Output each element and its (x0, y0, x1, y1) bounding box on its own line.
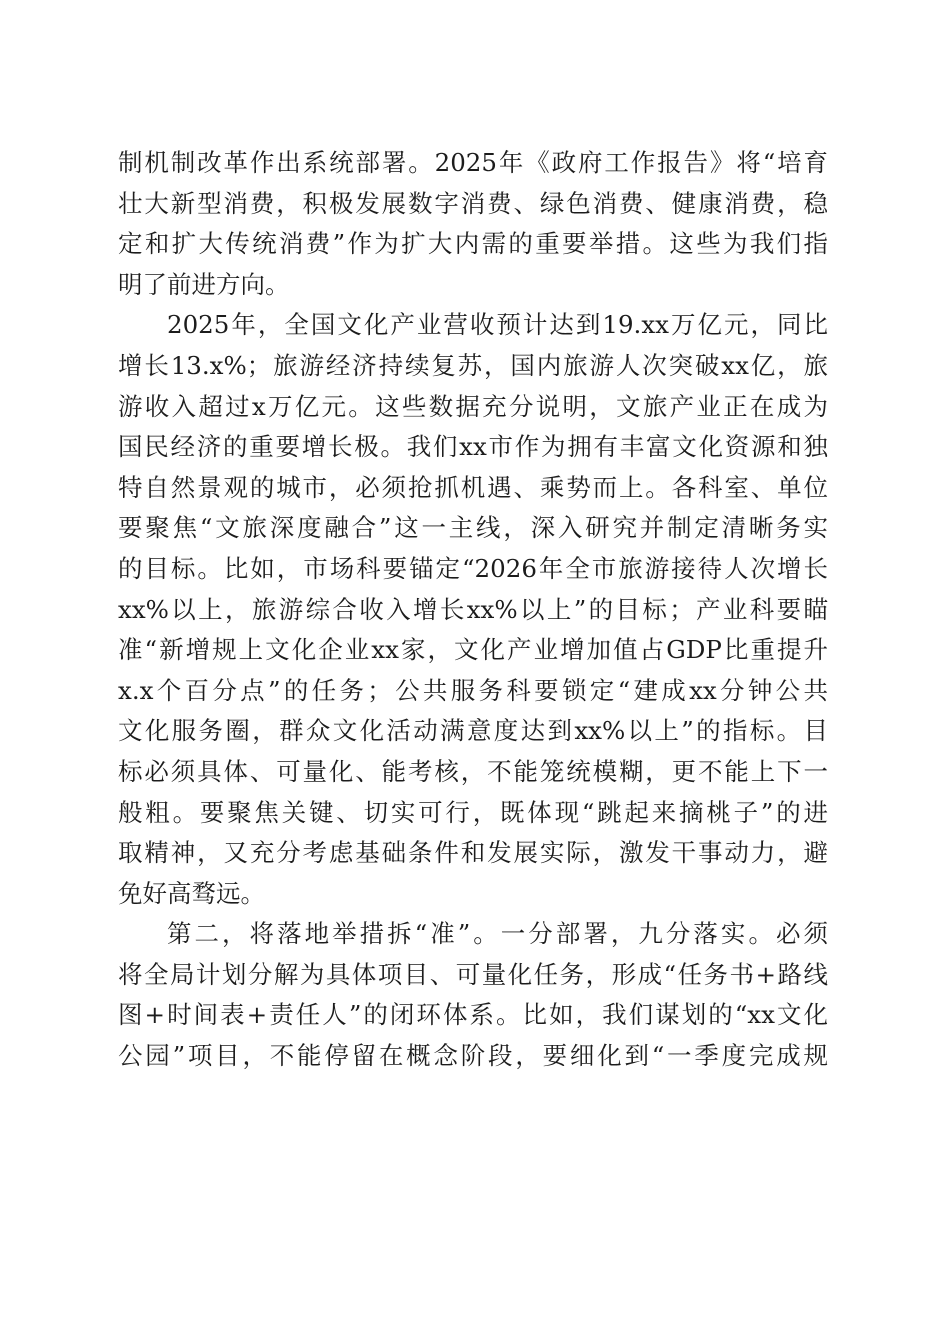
text-line: 壮大新型消费，积极发展数字消费、绿色消费、健康消费，稳 (118, 188, 828, 218)
text-line: 增长13.x%；旅游经济持续复苏，国内旅游人次突破xx亿，旅 (118, 350, 828, 380)
text-line: 游收入超过x万亿元。这些数据充分说明，文旅产业正在成为 (118, 391, 828, 421)
text-line: 图+时间表+责任人”的闭环体系。比如，我们谋划的“xx文化 (118, 1000, 828, 1030)
text-line: x.x个百分点”的任务；公共服务科要锁定“建成xx分钟公共 (118, 675, 828, 705)
text-line: 制机制改革作出系统部署。2025年《政府工作报告》将“培育 (118, 148, 828, 177)
body-text (118, 143, 828, 1077)
text-line: xx%以上，旅游综合收入增长xx%以上”的目标；产业科要瞄 (118, 594, 828, 624)
text-line: 特自然景观的城市，必须抢抓机遇、乘势而上。各科室、单位 (118, 472, 828, 502)
text-line: 标必须具体、可量化、能考核，不能笼统模糊，更不能上下一 (118, 756, 828, 786)
text-line: 国民经济的重要增长极。我们xx市作为拥有丰富文化资源和独 (118, 432, 828, 462)
text-line: 般粗。要聚焦关键、切实可行，既体现“跳起来摘桃子”的进 (118, 797, 828, 827)
section-heading-line: 第二，将落地举措拆“准”。一分部署，九分落实。必须 (167, 919, 828, 949)
text-line: 要聚焦“文旅深度融合”这一主线，深入研究并制定清晰务实 (118, 513, 828, 543)
text-line: 准“新增规上文化企业xx家，文化产业增加值占GDP比重提升 (118, 635, 828, 665)
text-line: 公园”项目，不能停留在概念阶段，要细化到“一季度完成规 (118, 1041, 828, 1071)
text-line: 明了前进方向。 (118, 269, 290, 299)
text-line: 定和扩大传统消费”作为扩大内需的重要举措。这些为我们指 (118, 229, 828, 259)
text-line: 免好高骛远。 (118, 878, 265, 908)
text-line: 文化服务圈，群众文化活动满意度达到xx%以上”的指标。目 (118, 716, 828, 746)
text-line: 的目标。比如，市场科要锚定“2026年全市旅游接待人次增长 (118, 553, 828, 583)
text-line: 取精神，又充分考虑基础条件和发展实际，激发干事动力，避 (118, 838, 828, 868)
text-line: 将全局计划分解为具体项目、可量化任务，形成“任务书+路线 (118, 959, 828, 989)
text-line: 2025年，全国文化产业营收预计达到19.xx万亿元，同比 (167, 310, 828, 340)
